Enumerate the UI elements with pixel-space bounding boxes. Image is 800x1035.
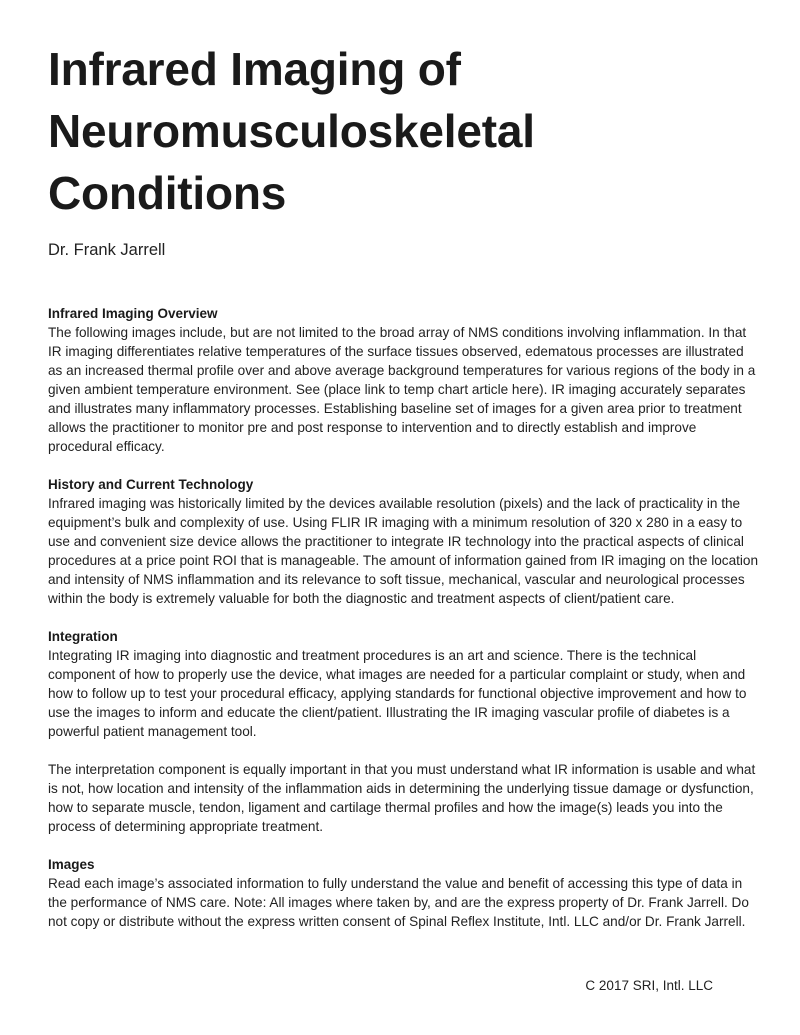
section-paragraph: Read each image’s associated information to fully understand the value and benefit of accessing this type of data in the performance of NMS care. Note: All images where taken by, and are the express property of Dr. Frank Jarrell. Do not copy or distribute without the express written consent of Spinal Reflex Institute, Intl. LLC and/or Dr. Frank Jarrell. — [48, 876, 749, 929]
author-name: Dr. Frank Jarrell — [48, 241, 166, 259]
section-paragraph: Integrating IR imaging into diagnostic and treatment procedures is an art and science. There is the technical component of how to properly use the device, what images are needed for a particular complaint or study, when and how to follow up to test your procedural efficacy, applying standards for functional objective improvement and how to use the images to inform and educate the client/patient. Illustrating the IR imaging vascular profile of diabetes is a powerful patient management tool. — [48, 648, 747, 739]
section-heading: History and Current Technology — [48, 477, 254, 492]
section-overview — [48, 304, 760, 456]
title-line-2: Neuromusculoskeletal — [48, 105, 535, 157]
document-page — [48, 38, 760, 950]
title-line-1: Infrared Imaging of — [48, 43, 461, 95]
section-integration — [48, 627, 760, 836]
copyright-footer: C 2017 SRI, Intl. LLC — [585, 978, 713, 993]
section-history — [48, 475, 760, 608]
section-paragraph: Infrared imaging was historically limited by the devices available resolution (pixels) and the lack of practicality in the equipment’s bulk and complexity of use. Using FLIR IR imaging with a minimum resolution of 320 x 280 in a easy to use and convenient size device allows the practitioner to integrate IR technology into the practical aspects of clinical procedures at a price point ROI that is manageable. The amount of information gained from IR imaging on the location and intensity of NMS inflammation and its relevance to soft tissue, mechanical, vascular and neurological processes within the body is extremely valuable for both the diagnostic and treatment aspects of client/patient care. — [48, 496, 759, 606]
section-heading: Images — [48, 857, 95, 872]
document-title — [48, 38, 760, 224]
section-paragraph: The interpretation component is equally important in that you must understand what IR information is usable and what is not, how location and intensity of the inflammation aids in determining the underlying tissue damage or dysfunction, how to separate muscle, tendon, ligament and cartilage thermal profiles and how the image(s) leads you into the process of determining appropriate treatment. — [48, 762, 756, 834]
section-heading: Integration — [48, 629, 118, 644]
section-paragraph: The following images include, but are not limited to the broad array of NMS conditions involving inflammation. In that IR imaging differentiates relative temperatures of the surface tissues observed, edematous processes are illustrated as an increased thermal profile over and above average background temperatures for various regions of the body in a given ambient temperature environment. See (place link to temp chart article here). IR imaging accurately separates and illustrates many inflammatory processes. Establishing baseline set of images for a given area prior to treatment allows the practitioner to monitor pre and post response to intervention and to directly establish and improve procedural efficacy. — [48, 325, 756, 454]
section-images — [48, 855, 760, 931]
document-body — [48, 304, 760, 931]
section-heading: Infrared Imaging Overview — [48, 306, 218, 321]
title-line-3: Conditions — [48, 167, 287, 219]
